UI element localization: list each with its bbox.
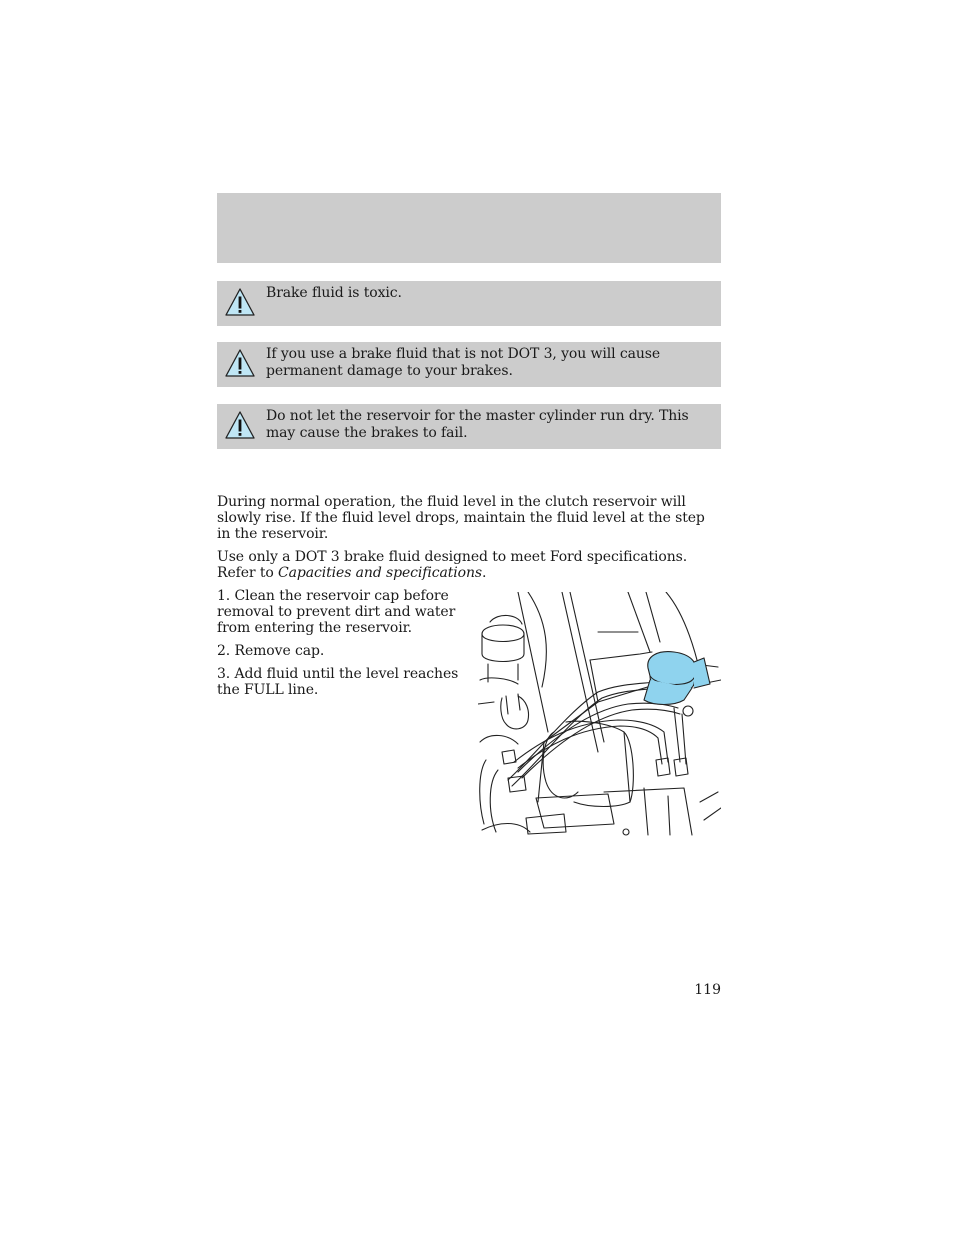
warning-text: Do not let the reservoir for the master cylinder run dry. This may cause the brakes to fail. [266, 408, 689, 441]
paragraph-dot3-lead: Use only a DOT 3 brake fluid designed to meet Ford specifications. Refer to [217, 549, 688, 581]
paragraph-dot3-end: . [481, 565, 487, 581]
warning-box [217, 404, 721, 449]
step-item: 3. Add fluid until the level reaches the FULL line. [217, 666, 459, 698]
warning-text: Brake fluid is toxic. [266, 285, 402, 301]
step-item: 2. Remove cap. [217, 643, 325, 659]
paragraph-dot3 [217, 549, 721, 581]
warning-triangle-icon [224, 348, 256, 378]
warning-triangle-icon [224, 410, 256, 440]
page-number: 119 [694, 982, 721, 998]
warning-text: If you use a brake fluid that is not DOT 3, you will cause permanent damage to your brakes. [266, 346, 661, 379]
section-header-band [217, 193, 721, 263]
clutch-reservoir-illustration [478, 592, 721, 837]
step-item: 1. Clean the reservoir cap before removal to prevent dirt and water from entering the reservoir. [217, 588, 456, 636]
warning-triangle-icon [224, 287, 256, 317]
paragraph-clutch-level: During normal operation, the fluid level in the clutch reservoir will slowly rise. If the fluid level drops, maintain the fluid level at the step in the reservoir. [217, 494, 705, 542]
warning-box [217, 342, 721, 387]
warning-box [217, 281, 721, 326]
capacities-reference: Capacities and specifications [278, 565, 482, 581]
